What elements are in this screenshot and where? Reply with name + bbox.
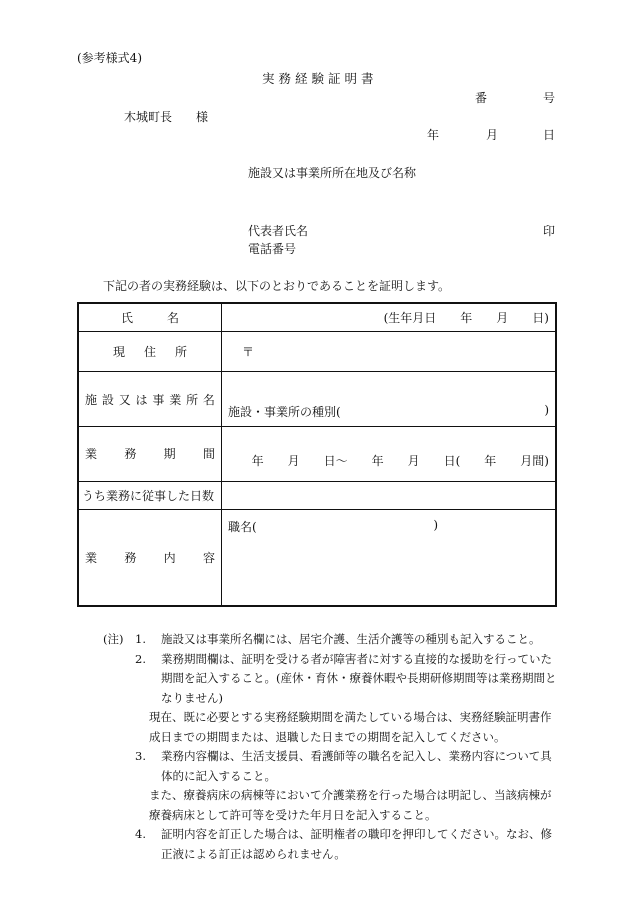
address-label: [85, 343, 215, 360]
honorific: 様: [196, 110, 209, 124]
days-label-cell: [78, 481, 222, 509]
label-char: 業: [85, 447, 98, 462]
representative-label: 代表者氏名: [248, 224, 309, 238]
note-number: 4.: [135, 827, 146, 841]
note-line: 期間を記入すること。(産休・育休・療養休暇や長期研修期間等は業務期間と: [161, 671, 557, 685]
label-char: 内: [163, 551, 176, 566]
date-day: 日: [543, 128, 556, 142]
label-char: 業: [169, 392, 182, 407]
name-label: [85, 309, 215, 326]
note-number: 2.: [135, 651, 146, 666]
facility-type-close: ): [544, 403, 549, 418]
row-period: [78, 427, 556, 482]
date-year: 年: [427, 128, 440, 142]
job-title-close: ): [433, 518, 438, 533]
label-char: 所: [174, 345, 187, 360]
notes-head: (注): [103, 632, 124, 646]
birthdate-label: (生年月日 年 月 日): [383, 310, 549, 325]
label-char: 施: [85, 392, 98, 407]
content-label-cell: [78, 510, 222, 606]
note-line: 体的に記入すること。: [161, 768, 276, 783]
phone-label: 電話番号: [248, 242, 297, 256]
label-char: は: [135, 392, 148, 407]
row-days: [78, 481, 556, 509]
number-suffix: 号: [543, 91, 556, 105]
note-line: 正液による訂正は認められません。: [161, 846, 346, 861]
label-char: 名: [166, 310, 179, 325]
note-number: 1.: [135, 632, 146, 646]
name-cell[interactable]: [222, 303, 557, 331]
note-item: [103, 747, 563, 825]
note-line: 業務内容欄は、生活支援員、看護師等の職名を記入し、業務内容について具: [161, 749, 552, 763]
label-char: 務: [124, 551, 137, 566]
days-cell[interactable]: [222, 481, 557, 509]
days-label: うち業務に従事した日数: [82, 489, 215, 503]
row-address: [78, 331, 556, 372]
seal-label: 印: [543, 224, 556, 238]
address-label-cell: [78, 331, 222, 372]
label-char: 名: [202, 392, 215, 407]
facility-label: [85, 391, 215, 408]
note-item: [103, 630, 563, 650]
label-char: 現: [113, 345, 126, 360]
label-char: 業: [85, 551, 98, 566]
label-char: 設: [101, 392, 114, 407]
notes: [103, 630, 563, 864]
row-content: [78, 510, 556, 606]
content-cell[interactable]: [222, 510, 557, 606]
address-cell[interactable]: [222, 331, 557, 372]
label-char: 容: [202, 551, 215, 566]
period-cell[interactable]: [222, 427, 557, 482]
experience-table: [77, 302, 557, 607]
label-char: 住: [143, 345, 156, 360]
row-name: [78, 303, 556, 331]
note-number: 3.: [135, 749, 146, 763]
label-char: 務: [124, 447, 137, 462]
label-char: 事: [152, 392, 165, 407]
note-line: 成日までの期間または、退職した日までの期間を記入してください。: [149, 729, 506, 744]
note-line: 業務期間欄は、証明を受ける者が障害者に対する直接的な援助を行っていた: [161, 651, 552, 666]
label-char: 所: [186, 392, 199, 407]
label-char: 又: [118, 392, 131, 407]
note-line: 現在、既に必要とする実務経験期間を満たしている場合は、実務経験証明書作: [149, 710, 552, 724]
label-char: 期: [163, 447, 176, 462]
date-month: 月: [486, 128, 499, 142]
label-char: 間: [202, 447, 215, 462]
postal-mark: 〒: [242, 345, 255, 360]
facility-address-name-label: 施設又は事業所所在地及び名称: [248, 166, 417, 180]
intro-text: 下記の者の実務経験は、以下のとおりであることを証明します。: [103, 279, 451, 293]
number-label: 番: [475, 91, 488, 105]
job-title-label: 職名(: [228, 520, 257, 535]
period-label: [85, 445, 215, 462]
note-line: 施設又は事業所名欄には、居宅介護、生活介護等の種別も記入すること。: [161, 632, 541, 646]
note-line: 療養病床として許可等を受けた年月日を記入すること。: [149, 807, 437, 822]
facility-cell[interactable]: [222, 372, 557, 427]
note-line: なりません): [161, 690, 223, 705]
period-label-cell: [78, 427, 222, 482]
label-char: 氏: [121, 310, 134, 325]
period-value: 年 月 日〜 年 月 日( 年 月間): [251, 453, 549, 468]
note-line: 証明内容を訂正した場合は、証明権者の職印を押印してください。なお、修: [161, 827, 552, 841]
reference-label: (参考様式4): [77, 51, 142, 65]
content-label: [85, 549, 215, 566]
name-label-cell: [78, 303, 222, 331]
row-facility: [78, 372, 556, 427]
note-item: [103, 825, 563, 864]
note-line: また、療養病床の病棟等において介護業務を行った場合は明記し、当該病棟が: [149, 788, 552, 802]
facility-type-label: 施設・事業所の種別(: [228, 405, 341, 420]
addressee: 木城町長: [124, 110, 173, 124]
facility-label-cell: [78, 372, 222, 427]
document-title: 実務経験証明書: [262, 71, 378, 86]
note-item: [103, 650, 563, 748]
